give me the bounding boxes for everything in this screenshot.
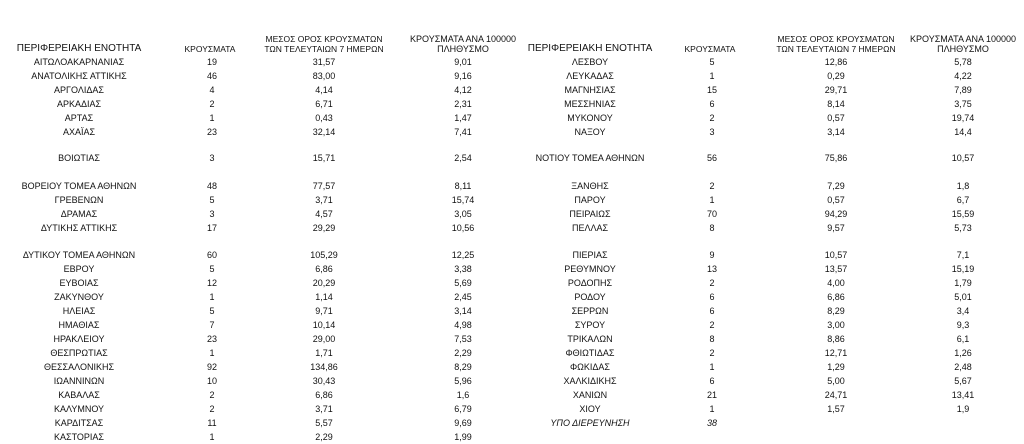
right-table-row xyxy=(510,347,1024,360)
left-cell-cases: 3 xyxy=(209,209,215,219)
left-table-row xyxy=(0,180,520,193)
right-cell-per100k: 15,19 xyxy=(951,264,975,274)
right-table-row xyxy=(510,194,1024,207)
left-cell-region: ΚΑΣΤΟΡΙΑΣ xyxy=(54,432,104,442)
left-cell-cases: 23 xyxy=(206,334,217,344)
left-table-row xyxy=(0,431,520,444)
right-cell-cases: 21 xyxy=(706,390,717,400)
right-cell-per100k: 15,59 xyxy=(951,209,975,219)
left-cell-region: ΗΛΕΙΑΣ xyxy=(62,306,96,316)
right-cell-avg: 29,71 xyxy=(824,85,848,95)
right-cell-cases: 1 xyxy=(709,404,715,414)
left-cell-avg: 6,86 xyxy=(315,390,333,400)
left-cell-per100k: 2,31 xyxy=(454,99,472,109)
right-cell-region: ΧΑΛΚΙΔΙΚΗΣ xyxy=(563,376,617,386)
left-cell-avg: 32,14 xyxy=(312,127,336,137)
right-cell-per100k: 2,48 xyxy=(954,362,972,372)
left-cell-cases: 23 xyxy=(206,127,217,137)
right-cell-avg: 6,86 xyxy=(827,292,845,302)
left-cell-cases: 4 xyxy=(209,85,215,95)
right-header-avg: ΜΕΣΟΣ ΟΡΟΣ ΚΡΟΥΣΜΑΤΩΝ ΤΩΝ ΤΕΛΕΥΤΑΙΩΝ 7 ΗΜΕΡΩΝ xyxy=(776,34,896,54)
right-cell-per100k: 5,01 xyxy=(954,292,972,302)
left-cell-avg: 6,86 xyxy=(315,264,333,274)
left-table-row xyxy=(0,84,520,97)
left-cell-per100k: 3,05 xyxy=(454,209,472,219)
right-table-row xyxy=(510,361,1024,374)
left-table-row xyxy=(0,249,520,262)
right-cell-region: ΜΑΓΝΗΣΙΑΣ xyxy=(564,85,616,95)
left-table-row xyxy=(0,152,520,165)
right-header-cases: ΚΡΟΥΣΜΑΤΑ xyxy=(684,44,736,54)
left-cell-per100k: 4,98 xyxy=(454,320,472,330)
left-cell-avg: 83,00 xyxy=(312,71,336,81)
right-cell-per100k: 1,79 xyxy=(954,278,972,288)
right-cell-avg: 8,14 xyxy=(827,99,845,109)
right-cell-avg: 8,86 xyxy=(827,334,845,344)
left-cell-per100k: 12,25 xyxy=(451,250,475,260)
left-cell-avg: 4,14 xyxy=(315,85,333,95)
right-table-row xyxy=(510,319,1024,332)
left-cell-region: ΑΡΚΑΔΙΑΣ xyxy=(56,99,102,109)
right-cell-cases: 6 xyxy=(709,292,715,302)
left-cell-region: ΑΝΑΤΟΛΙΚΗΣ ΑΤΤΙΚΗΣ xyxy=(31,71,127,81)
right-cell-avg: 75,86 xyxy=(824,153,848,163)
right-cell-per100k: 13,41 xyxy=(951,390,975,400)
left-table-row xyxy=(0,417,520,430)
left-table-row xyxy=(0,277,520,290)
right-cell-region: ΞΑΝΘΗΣ xyxy=(571,181,609,191)
left-cell-per100k: 6,79 xyxy=(454,404,472,414)
right-cell-cases: 38 xyxy=(706,418,717,428)
right-cell-cases: 2 xyxy=(709,181,715,191)
right-cell-per100k: 14,4 xyxy=(954,127,972,137)
left-cell-region: ΔΥΤΙΚΟΥ ΤΟΜΕΑ ΑΘΗΝΩΝ xyxy=(22,250,136,260)
right-cell-per100k: 19,74 xyxy=(951,113,975,123)
left-table-row xyxy=(0,291,520,304)
right-cell-cases: 56 xyxy=(706,153,717,163)
right-cell-per100k: 5,67 xyxy=(954,376,972,386)
left-cell-avg: 10,14 xyxy=(312,320,336,330)
right-cell-avg: 7,29 xyxy=(827,181,845,191)
right-cell-region: ΥΠΟ ΔΙΕΡΕΥΝΗΣΗ xyxy=(550,418,630,428)
right-cell-cases: 1 xyxy=(709,362,715,372)
right-cell-avg: 94,29 xyxy=(824,209,848,219)
left-table-row xyxy=(0,112,520,125)
left-table-row xyxy=(0,333,520,346)
left-cell-region: ΑΧΑΪΑΣ xyxy=(62,127,96,137)
right-cell-region: ΡΟΔΟΥ xyxy=(574,292,606,302)
left-cell-cases: 3 xyxy=(209,153,215,163)
right-cell-cases: 15 xyxy=(706,85,717,95)
left-cell-region: ΖΑΚΥΝΘΟΥ xyxy=(54,292,104,302)
right-table-row xyxy=(510,152,1024,165)
right-cell-avg: 1,29 xyxy=(827,362,845,372)
right-cell-region: ΝΟΤΙΟΥ ΤΟΜΕΑ ΑΘΗΝΩΝ xyxy=(535,153,645,163)
left-table-row xyxy=(0,222,520,235)
right-cell-per100k: 4,22 xyxy=(954,71,972,81)
right-header-per100k: ΚΡΟΥΣΜΑΤΑ ΑΝΑ 100000 ΠΛΗΘΥΣΜΟ xyxy=(910,34,1016,54)
right-cell-per100k: 7,89 xyxy=(954,85,972,95)
right-table-row xyxy=(510,126,1024,139)
right-table-row xyxy=(510,56,1024,69)
left-table-row xyxy=(0,70,520,83)
left-cell-region: ΗΡΑΚΛΕΙΟΥ xyxy=(53,334,105,344)
left-cell-avg: 3,71 xyxy=(315,195,333,205)
left-cell-per100k: 5,69 xyxy=(454,278,472,288)
left-cell-per100k: 2,29 xyxy=(454,348,472,358)
left-cell-per100k: 7,53 xyxy=(454,334,472,344)
right-table-row xyxy=(510,291,1024,304)
left-cell-avg: 3,71 xyxy=(315,404,333,414)
left-cell-region: ΕΥΒΟΙΑΣ xyxy=(59,278,99,288)
left-cell-avg: 134,86 xyxy=(310,362,338,372)
left-cell-per100k: 3,14 xyxy=(454,306,472,316)
left-cell-region: ΒΟΡΕΙΟΥ ΤΟΜΕΑ ΑΘΗΝΩΝ xyxy=(21,181,137,191)
left-table-row xyxy=(0,305,520,318)
right-table-row xyxy=(510,70,1024,83)
left-cell-cases: 2 xyxy=(209,404,215,414)
right-cell-avg: 3,14 xyxy=(827,127,845,137)
right-table-row xyxy=(510,389,1024,402)
left-cell-per100k: 5,96 xyxy=(454,376,472,386)
right-cell-avg: 0,57 xyxy=(827,195,845,205)
left-cell-cases: 46 xyxy=(206,71,217,81)
left-table-row xyxy=(0,375,520,388)
left-header-per100k: ΚΡΟΥΣΜΑΤΑ ΑΝΑ 100000 ΠΛΗΘΥΣΜΟ xyxy=(410,34,516,54)
left-cell-cases: 1 xyxy=(209,113,215,123)
right-cell-cases: 2 xyxy=(709,113,715,123)
right-cell-cases: 3 xyxy=(709,127,715,137)
right-table-row xyxy=(510,417,1024,430)
left-cell-per100k: 8,11 xyxy=(454,181,472,191)
right-table-row xyxy=(510,98,1024,111)
right-cell-region: ΡΟΔΟΠΗΣ xyxy=(567,278,613,288)
left-cell-avg: 105,29 xyxy=(310,250,338,260)
left-cell-avg: 77,57 xyxy=(312,181,336,191)
right-cell-cases: 6 xyxy=(709,306,715,316)
left-cell-cases: 92 xyxy=(206,362,217,372)
left-cell-per100k: 9,16 xyxy=(454,71,472,81)
left-cell-region: ΑΡΓΟΛΙΔΑΣ xyxy=(54,85,104,95)
right-cell-cases: 2 xyxy=(709,278,715,288)
right-cell-avg: 12,71 xyxy=(824,348,848,358)
left-cell-avg: 30,43 xyxy=(312,376,336,386)
left-cell-region: ΕΒΡΟΥ xyxy=(63,264,95,274)
right-cell-per100k: 6,7 xyxy=(956,195,970,205)
right-cell-region: ΧΙΟΥ xyxy=(579,404,601,414)
right-cell-region: ΡΕΘΥΜΝΟΥ xyxy=(564,264,616,274)
right-cell-per100k: 6,1 xyxy=(956,334,970,344)
right-cell-region: ΠΑΡΟΥ xyxy=(574,195,606,205)
right-table-row xyxy=(510,112,1024,125)
right-cell-cases: 5 xyxy=(709,57,715,67)
left-cell-per100k: 8,29 xyxy=(454,362,472,372)
left-cell-avg: 1,14 xyxy=(315,292,333,302)
right-table-row xyxy=(510,222,1024,235)
right-cell-region: ΣΥΡΟΥ xyxy=(574,320,606,330)
right-cell-per100k: 3,75 xyxy=(954,99,972,109)
left-cell-region: ΚΑΒΑΛΑΣ xyxy=(58,390,100,400)
right-cell-avg: 9,57 xyxy=(827,223,845,233)
left-cell-cases: 1 xyxy=(209,348,215,358)
right-cell-avg: 3,00 xyxy=(827,320,845,330)
right-cell-cases: 70 xyxy=(706,209,717,219)
left-cell-region: ΑΡΤΑΣ xyxy=(64,113,94,123)
left-cell-avg: 5,57 xyxy=(315,418,333,428)
left-table-row xyxy=(0,98,520,111)
left-cell-cases: 10 xyxy=(206,376,217,386)
left-cell-region: ΔΥΤΙΚΗΣ ΑΤΤΙΚΗΣ xyxy=(40,223,118,233)
right-table-row xyxy=(510,249,1024,262)
left-cell-region: ΚΑΡΔΙΤΣΑΣ xyxy=(54,418,104,428)
right-cell-cases: 8 xyxy=(709,223,715,233)
left-cell-cases: 5 xyxy=(209,306,215,316)
left-cell-per100k: 1,6 xyxy=(456,390,470,400)
left-cell-avg: 0,43 xyxy=(315,113,333,123)
right-table-row xyxy=(510,208,1024,221)
right-table-row xyxy=(510,277,1024,290)
right-cell-cases: 2 xyxy=(709,320,715,330)
left-cell-per100k: 9,01 xyxy=(454,57,472,67)
left-cell-per100k: 2,54 xyxy=(454,153,472,163)
right-cell-region: ΠΕΛΛΑΣ xyxy=(571,223,609,233)
left-cell-region: ΗΜΑΘΙΑΣ xyxy=(58,320,100,330)
left-cell-cases: 2 xyxy=(209,99,215,109)
left-cell-per100k: 2,45 xyxy=(454,292,472,302)
left-cell-per100k: 7,41 xyxy=(454,127,472,137)
left-cell-region: ΑΙΤΩΛΟΑΚΑΡΝΑΝΙΑΣ xyxy=(33,57,125,67)
left-table-row xyxy=(0,347,520,360)
right-cell-region: ΠΙΕΡΙΑΣ xyxy=(572,250,608,260)
right-cell-region: ΛΕΣΒΟΥ xyxy=(571,57,609,67)
left-cell-avg: 29,00 xyxy=(312,334,336,344)
left-cell-per100k: 4,12 xyxy=(454,85,472,95)
left-header-avg: ΜΕΣΟΣ ΟΡΟΣ ΚΡΟΥΣΜΑΤΩΝ ΤΩΝ ΤΕΛΕΥΤΑΙΩΝ 7 ΗΜΕΡΩΝ xyxy=(264,34,384,54)
left-cell-avg: 4,57 xyxy=(315,209,333,219)
left-table-row xyxy=(0,389,520,402)
right-cell-per100k: 1,9 xyxy=(956,404,970,414)
left-table-row xyxy=(0,208,520,221)
right-cell-region: ΛΕΥΚΑΔΑΣ xyxy=(566,71,614,81)
right-table-row xyxy=(510,305,1024,318)
left-cell-cases: 1 xyxy=(209,292,215,302)
left-cell-avg: 31,57 xyxy=(312,57,336,67)
right-cell-avg: 10,57 xyxy=(824,250,848,260)
right-cell-cases: 1 xyxy=(709,195,715,205)
left-cell-per100k: 15,74 xyxy=(451,195,475,205)
right-cell-avg: 1,57 xyxy=(827,404,845,414)
left-cell-per100k: 9,69 xyxy=(454,418,472,428)
left-cell-cases: 5 xyxy=(209,195,215,205)
left-cell-per100k: 3,38 xyxy=(454,264,472,274)
right-cell-per100k: 1,8 xyxy=(956,181,970,191)
left-cell-per100k: 1,99 xyxy=(454,432,472,442)
left-cell-region: ΔΡΑΜΑΣ xyxy=(60,209,98,219)
right-cell-region: ΦΘΙΩΤΙΔΑΣ xyxy=(565,348,615,358)
left-table-row xyxy=(0,126,520,139)
left-cell-region: ΙΩΑΝΝΙΝΩΝ xyxy=(53,376,105,386)
right-cell-region: ΧΑΝΙΩΝ xyxy=(572,390,608,400)
right-cell-avg: 24,71 xyxy=(824,390,848,400)
right-cell-cases: 1 xyxy=(709,71,715,81)
left-cell-avg: 20,29 xyxy=(312,278,336,288)
right-cell-cases: 8 xyxy=(709,334,715,344)
right-cell-region: ΠΕΙΡΑΙΩΣ xyxy=(569,209,611,219)
right-cell-cases: 9 xyxy=(709,250,715,260)
right-table-row xyxy=(510,263,1024,276)
right-table-row xyxy=(510,333,1024,346)
left-cell-cases: 11 xyxy=(207,418,217,428)
right-cell-region: ΜΥΚΟΝΟΥ xyxy=(567,113,613,123)
left-cell-cases: 12 xyxy=(206,278,217,288)
right-table-row xyxy=(510,375,1024,388)
right-cell-avg: 0,29 xyxy=(827,71,845,81)
left-cell-cases: 1 xyxy=(209,432,215,442)
right-cell-per100k: 3,4 xyxy=(956,306,970,316)
left-cell-cases: 2 xyxy=(209,390,215,400)
right-cell-avg: 4,00 xyxy=(827,278,845,288)
left-table-row xyxy=(0,194,520,207)
left-cell-avg: 15,71 xyxy=(312,153,336,163)
left-cell-cases: 60 xyxy=(206,250,217,260)
right-cell-cases: 6 xyxy=(709,99,715,109)
left-table-row xyxy=(0,403,520,416)
left-cell-region: ΚΑΛΥΜΝΟΥ xyxy=(53,404,105,414)
right-cell-region: ΣΕΡΡΩΝ xyxy=(571,306,609,316)
right-cell-cases: 6 xyxy=(709,376,715,386)
left-table-row xyxy=(0,263,520,276)
left-table-row xyxy=(0,361,520,374)
right-cell-avg: 13,57 xyxy=(824,264,848,274)
right-cell-cases: 2 xyxy=(709,348,715,358)
left-cell-avg: 1,71 xyxy=(315,348,333,358)
left-cell-avg: 2,29 xyxy=(315,432,333,442)
right-table-row xyxy=(510,403,1024,416)
left-cell-avg: 6,71 xyxy=(315,99,333,109)
right-cell-cases: 13 xyxy=(706,264,717,274)
right-cell-region: ΤΡΙΚΑΛΩΝ xyxy=(567,334,613,344)
left-cell-cases: 48 xyxy=(206,181,217,191)
left-cell-per100k: 1,47 xyxy=(454,113,472,123)
right-cell-region: ΦΩΚΙΔΑΣ xyxy=(570,362,610,372)
right-cell-per100k: 1,26 xyxy=(954,348,972,358)
right-cell-avg: 8,29 xyxy=(827,306,845,316)
left-header-cases: ΚΡΟΥΣΜΑΤΑ xyxy=(184,44,236,54)
right-cell-region: ΜΕΣΣΗΝΙΑΣ xyxy=(564,99,616,109)
left-cell-avg: 9,71 xyxy=(315,306,333,316)
right-table-row xyxy=(510,84,1024,97)
left-cell-region: ΓΡΕΒΕΝΩΝ xyxy=(54,195,104,205)
right-cell-per100k: 9,3 xyxy=(956,320,970,330)
left-cell-avg: 29,29 xyxy=(312,223,336,233)
left-cell-region: ΘΕΣΠΡΩΤΙΑΣ xyxy=(50,348,108,358)
left-cell-region: ΘΕΣΣΑΛΟΝΙΚΗΣ xyxy=(43,362,115,372)
right-header-region: ΠΕΡΙΦΕΡΕΙΑΚΗ ΕΝΟΤΗΤΑ xyxy=(527,43,653,54)
right-cell-per100k: 5,78 xyxy=(954,57,972,67)
left-table-row xyxy=(0,56,520,69)
left-cell-cases: 19 xyxy=(206,57,217,67)
right-cell-avg: 0,57 xyxy=(827,113,845,123)
left-table-row xyxy=(0,319,520,332)
left-cell-cases: 7 xyxy=(209,320,215,330)
left-cell-per100k: 10,56 xyxy=(451,223,475,233)
right-cell-per100k: 5,73 xyxy=(954,223,972,233)
left-cell-cases: 5 xyxy=(209,264,215,274)
left-cell-cases: 17 xyxy=(206,223,217,233)
right-cell-per100k: 10,57 xyxy=(951,153,975,163)
left-cell-region: ΒΟΙΩΤΙΑΣ xyxy=(58,153,100,163)
right-table-row xyxy=(510,180,1024,193)
left-header-region: ΠΕΡΙΦΕΡΕΙΑΚΗ ΕΝΟΤΗΤΑ xyxy=(16,43,142,54)
right-cell-per100k: 7,1 xyxy=(956,250,970,260)
right-cell-region: ΝΑΞΟΥ xyxy=(574,127,606,137)
right-cell-avg: 5,00 xyxy=(827,376,845,386)
right-cell-avg: 12,86 xyxy=(824,57,848,67)
